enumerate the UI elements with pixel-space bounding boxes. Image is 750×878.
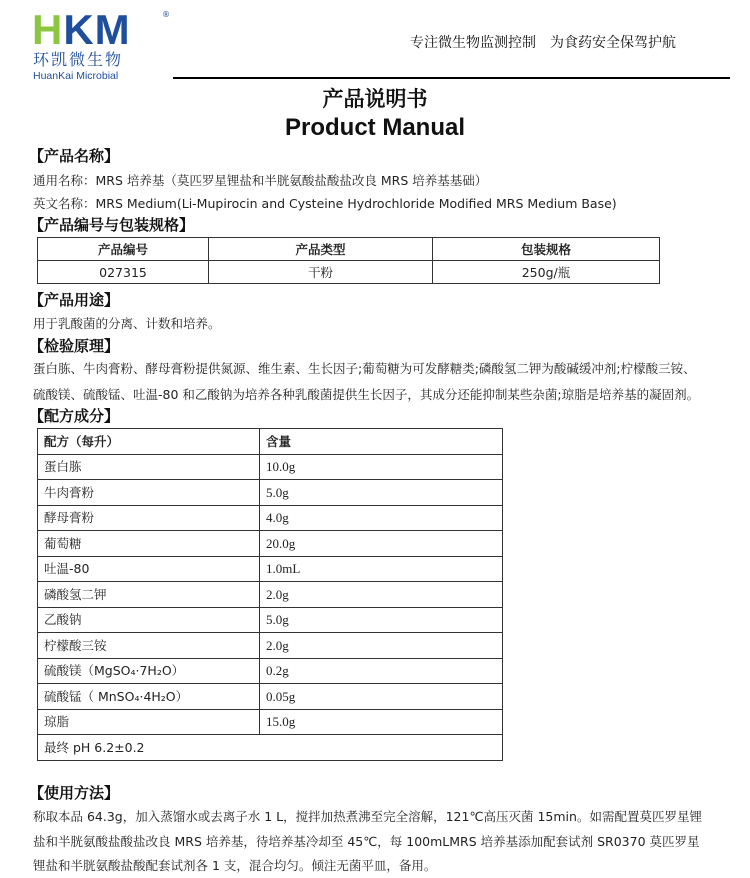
header-cell: 含量: [260, 429, 503, 455]
section-heading-principle: 【检验原理】: [29, 337, 120, 355]
ingredient-name: 葡萄糖: [38, 531, 260, 557]
section-heading-name: 【产品名称】: [29, 147, 120, 165]
section-heading-method: 【使用方法】: [29, 784, 120, 802]
ingredient-name: 硫酸锰（ MnSO₄·4H₂O）: [38, 684, 260, 710]
ingredient-name: 磷酸氢二钾: [38, 582, 260, 608]
ingredient-amount: 0.2g: [260, 658, 503, 684]
method-line: 锂盐和半胱氨酸盐酸配套试剂各 1 支，混合均匀。倾注无菌平皿，备用。: [33, 858, 437, 873]
ingredient-amount: 2.0g: [260, 633, 503, 659]
ingredient-name: 乙酸钠: [38, 607, 260, 633]
formula-table: [37, 428, 503, 761]
package-spec: 250g/瓶: [433, 261, 660, 284]
logo-english-name: HuanKai Microbial: [33, 70, 119, 82]
tagline: 专注微生物监测控制 为食药安全保驾护航: [410, 35, 676, 51]
english-name: 英文名称：MRS Medium(Li-Mupirocin and Cysteine Hydrochloride Modified MRS Medium Base): [33, 196, 617, 211]
section-heading-formula: 【配方成分】: [29, 407, 120, 425]
table-row: [38, 556, 503, 582]
method-line: 称取本品 64.3g，加入蒸馏水或去离子水 1 L，搅拌加热煮沸至完全溶解，121℃高压灭菌 15min。如需配置莫匹罗星锂: [33, 809, 702, 824]
use-text: 用于乳酸菌的分离、计数和培养。: [33, 316, 221, 331]
ingredient-name: 硫酸镁（MgSO₄·7H₂O）: [38, 658, 260, 684]
spec-table: [37, 237, 660, 284]
table-row: [38, 658, 503, 684]
table-header-row: [38, 429, 503, 455]
ingredient-name: 牛肉膏粉: [38, 480, 260, 506]
title-english: Product Manual: [284, 114, 465, 141]
table-row: [38, 480, 503, 506]
table-row: [38, 633, 503, 659]
section-heading-spec: 【产品编号与包装规格】: [29, 216, 195, 234]
table-row: [38, 735, 503, 761]
principle-line: 硫酸镁、硫酸锰、吐温-80 和乙酸钠为培养各种乳酸菌提供生长因子，其成分还能抑制某些杂菌;琼脂是培养基的凝固剂。: [33, 387, 700, 402]
ingredient-amount: 0.05g: [260, 684, 503, 710]
table-row: [38, 261, 660, 284]
registered-mark: ®: [162, 10, 170, 19]
common-name: 通用名称：MRS 培养基（莫匹罗星锂盐和半胱氨酸盐酸盐改良 MRS 培养基基础）: [33, 173, 488, 188]
ingredient-amount: 5.0g: [260, 480, 503, 506]
table-row: [38, 505, 503, 531]
ingredient-amount: 5.0g: [260, 607, 503, 633]
header-cell: 产品类型: [209, 238, 433, 261]
ingredient-name: 琼脂: [38, 709, 260, 735]
table-row: [38, 684, 503, 710]
ingredient-name: 蛋白胨: [38, 454, 260, 480]
principle-line: 蛋白胨、牛肉膏粉、酵母膏粉提供氮源、维生素、生长因子;葡萄糖为可发酵糖类;磷酸氢二钾为酸碱缓冲剂;柠檬酸三铵、: [33, 361, 696, 376]
section-heading-use: 【产品用途】: [29, 291, 120, 309]
header-cell: 配方（每升）: [38, 429, 260, 455]
table-row: [38, 454, 503, 480]
ingredient-amount: 20.0g: [260, 531, 503, 557]
table-row: [38, 709, 503, 735]
ingredient-name: 酵母膏粉: [38, 505, 260, 531]
ingredient-amount: 10.0g: [260, 454, 503, 480]
title-chinese: 产品说明书: [322, 87, 428, 111]
table-row: [38, 582, 503, 608]
final-ph: 最终 pH 6.2±0.2: [38, 735, 503, 761]
table-row: [38, 531, 503, 557]
ingredient-amount: 15.0g: [260, 709, 503, 735]
header-cell: 产品编号: [38, 238, 209, 261]
method-line: 盐和半胱氨酸盐酸盐改良 MRS 培养基，待培养基冷却至 45℃，每 100mLMRS 培养基添加配套试剂 SR0370 莫匹罗星: [33, 834, 700, 849]
product-code: 027315: [38, 261, 209, 284]
table-row: [38, 607, 503, 633]
ingredient-amount: 1.0mL: [260, 556, 503, 582]
ingredient-amount: 2.0g: [260, 582, 503, 608]
header-cell: 包装规格: [433, 238, 660, 261]
logo-chinese-name: 环凯微生物: [33, 50, 124, 69]
ingredient-amount: 4.0g: [260, 505, 503, 531]
table-header-row: [38, 238, 660, 261]
ingredient-name: 柠檬酸三铵: [38, 633, 260, 659]
product-type: 干粉: [209, 261, 433, 284]
logo-mark: HKM: [32, 6, 131, 53]
ingredient-name: 吐温-80: [38, 556, 260, 582]
header-divider: [173, 77, 730, 79]
